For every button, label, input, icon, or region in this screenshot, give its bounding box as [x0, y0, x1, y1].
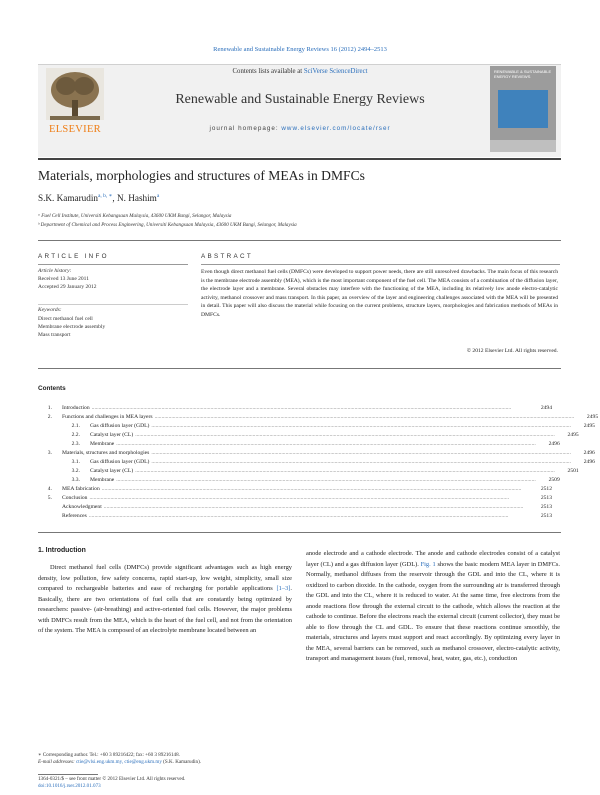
- contents-heading: Contents: [38, 385, 66, 392]
- toc-leader-dots: ............................................................................................................................................................................................................................................................................................................: [91, 405, 512, 411]
- abstract-bottom-divider: [38, 368, 561, 369]
- toc-leader-dots: ............................................................................................................................................................................................................................................................................................................: [151, 423, 571, 429]
- toc-leader-dots: ............................................................................................................................................................................................................................................................................................................: [116, 477, 536, 483]
- author-name[interactable]: N. Hashim: [117, 193, 157, 204]
- article-title: Materials, morphologies and structures of MEAs in DMFCs: [38, 168, 365, 183]
- toc-page-number[interactable]: 2494: [540, 405, 552, 411]
- toc-page-number[interactable]: 2513: [540, 513, 552, 519]
- keyword-item: Membrane electrode assembly: [38, 324, 106, 330]
- citation-link[interactable]: [1–3]: [276, 585, 291, 592]
- affiliation-b: ᵇ Department of Chemical and Process Engineering, Universiti Kebangsaan Malaysia, 43600 UKM Bangi, Selangor, Malaysia: [38, 222, 297, 228]
- toc-page-number[interactable]: 2496: [583, 459, 595, 465]
- body-text: shows the basic modern MEA layer in DMFCs. Normally, methanol diffuses from the reservoir through the GDL and into the CL, where it is oxidized to carbon dioxide. In the cathode, oxygen from the surrounding air is transferred through the GDL and into the CL, where it is reduced to water. At the same time, free electrons from the anode reactions flow through the external circuit to the cathode, which allows the reaction at the cathode to continue. Before the electrons reach the external circuit (current collector), they must be able to flow through the CL and GDL. To ensure that these reactions continue smoothly, the materials, structures and layers must support and react accordingly. By optimizing every layer in the MEA, several barriers can be removed, such as methanol crossover, electro-catalytic activity, transport and management issues (fuel, removal, heat, water, gas, etc.), conduction: [306, 560, 561, 662]
- toc-section-number: 3.3.: [71, 477, 80, 483]
- author-list: [38, 193, 159, 203]
- introduction-heading: 1. Introduction: [38, 547, 86, 554]
- toc-page-number[interactable]: 2501: [567, 468, 579, 474]
- toc-section-number: 4.: [47, 486, 52, 492]
- author-separator: ,: [112, 193, 117, 204]
- toc-section-title[interactable]: Membrane: [90, 441, 115, 447]
- toc-page-number[interactable]: 2509: [548, 477, 560, 483]
- keyword-item: Mass transport: [38, 332, 71, 338]
- affiliation-divider: [38, 240, 561, 241]
- elsevier-wordmark[interactable]: ELSEVIER: [49, 124, 101, 135]
- toc-row[interactable]: [40, 422, 595, 431]
- toc-section-title[interactable]: References: [62, 513, 87, 519]
- toc-page-number[interactable]: 2513: [540, 504, 552, 510]
- toc-page-number[interactable]: 2495: [583, 423, 595, 429]
- toc-section-title[interactable]: Membrane: [90, 477, 115, 483]
- toc-row[interactable]: [40, 476, 560, 485]
- toc-section-title[interactable]: Materials, structures and morphologies: [62, 450, 150, 456]
- toc-row[interactable]: [40, 485, 552, 494]
- toc-leader-dots: ............................................................................................................................................................................................................................................................................................................: [151, 459, 571, 465]
- journal-reference[interactable]: Renewable and Sustainable Energy Reviews 16 (2012) 2494–2513: [213, 46, 387, 53]
- contents-prefix: Contents lists available at: [232, 68, 304, 75]
- toc-section-title[interactable]: Gas diffusion layer (GDL): [90, 423, 150, 429]
- toc-row[interactable]: [40, 458, 595, 467]
- toc-section-title[interactable]: Catalyst layer (CL): [90, 432, 134, 438]
- copyright-notice: © 2012 Elsevier Ltd. All rights reserved.: [466, 348, 558, 354]
- toc-section-title[interactable]: MEA fabrication: [62, 486, 100, 492]
- toc-leader-dots: ............................................................................................................................................................................................................................................................................................................: [88, 513, 509, 519]
- toc-section-number: 3.2.: [71, 468, 80, 474]
- toc-row[interactable]: [40, 512, 552, 521]
- toc-row[interactable]: [40, 431, 579, 440]
- toc-row[interactable]: [40, 467, 579, 476]
- toc-section-title[interactable]: Acknowledgment: [62, 504, 102, 510]
- toc-section-number: 3.: [47, 450, 52, 456]
- toc-leader-dots: ............................................................................................................................................................................................................................................................................................................: [89, 495, 510, 501]
- toc-row[interactable]: [40, 404, 552, 413]
- toc-row[interactable]: [40, 440, 560, 449]
- contents-bottom-divider: [38, 532, 561, 533]
- toc-page-number[interactable]: 2495: [586, 414, 599, 420]
- toc-section-title[interactable]: Introduction: [62, 405, 90, 411]
- homepage-link[interactable]: www.elsevier.com/locate/rser: [281, 125, 391, 132]
- table-of-contents: [40, 404, 599, 521]
- body-text: . Basically, there are two orientations of fuel cells that are constantly being optimized by researchers: passive- (air-breathing) and active-oriented fuel cells. However, the major problems with DMFCs result from the MEA, which is the heart of the fuel cell, and not from the orientation of the system. The MEA is composed of an electrolyte membrane located between an: [38, 585, 292, 634]
- journal-cover-footer: [490, 140, 556, 152]
- article-info-divider: [38, 264, 188, 265]
- email-line: [38, 759, 298, 766]
- body-text: Direct methanol fuel cells (DMFCs) provide significant advantages such as high energy density, low pollution, few safety concerns, rapid start-up, low weight, simplicity, small size compared to rechargeable batteries and ease of recharging for portable applications: [38, 564, 292, 592]
- toc-section-number: 2.1.: [71, 423, 80, 429]
- toc-leader-dots: ............................................................................................................................................................................................................................................................................................................: [151, 450, 571, 456]
- toc-section-title[interactable]: Functions and challenges in MEA layers: [62, 414, 153, 420]
- email-suffix: (S.K. Kamarudin).: [161, 759, 202, 765]
- body-column-right: [306, 549, 560, 665]
- journal-cover-title: RENEWABLE & SUSTAINABLE ENERGY REVIEWS: [494, 69, 552, 79]
- toc-section-title[interactable]: Gas diffusion layer (GDL): [90, 459, 150, 465]
- header-divider: [38, 158, 561, 160]
- homepage-prefix: journal homepage:: [209, 125, 282, 132]
- toc-section-number: 2.3.: [71, 441, 80, 447]
- abstract-heading: ABSTRACT: [201, 253, 253, 260]
- keywords-divider: [38, 304, 188, 305]
- keywords-label: Keywords:: [38, 307, 62, 313]
- toc-row[interactable]: [40, 494, 552, 503]
- email-links[interactable]: ctie@vlsi.eng.ukm.my, ctie@eng.ukm.my: [76, 759, 162, 765]
- author-affiliation-marker[interactable]: a: [156, 193, 160, 199]
- toc-section-title[interactable]: Catalyst layer (CL): [90, 468, 134, 474]
- toc-section-title[interactable]: Conclusion: [62, 495, 88, 501]
- toc-page-number[interactable]: 2495: [567, 432, 579, 438]
- toc-row[interactable]: [40, 413, 599, 422]
- body-column-left: [38, 563, 292, 637]
- elsevier-tree-logo: [40, 64, 110, 149]
- article-info-heading: ARTICLE INFO: [38, 253, 109, 260]
- doi-link[interactable]: doi:10.1016/j.rser.2012.01.073: [38, 783, 101, 789]
- toc-leader-dots: ............................................................................................................................................................................................................................................................................................................: [135, 468, 555, 474]
- author-name[interactable]: S.K. Kamarudin: [38, 193, 98, 204]
- toc-section-number: 1.: [47, 405, 52, 411]
- journal-homepage-line: [110, 125, 490, 132]
- toc-row[interactable]: [40, 503, 552, 512]
- toc-leader-dots: ............................................................................................................................................................................................................................................................................................................: [154, 414, 575, 420]
- received-date: Received 13 June 2011: [38, 276, 89, 282]
- toc-section-number: 2.: [47, 414, 52, 420]
- contents-available-line: [110, 68, 490, 75]
- journal-title: Renewable and Sustainable Energy Reviews: [175, 92, 425, 107]
- body-text: anode electrode and a cathode electrode. The anode and cathode electrodes consist of a catalyst layer (CL) and a gas diffusion layer (GDL).: [306, 550, 560, 568]
- toc-leader-dots: ............................................................................................................................................................................................................................................................................................................: [101, 486, 522, 492]
- toc-page-number[interactable]: 2513: [540, 495, 552, 501]
- figure-link[interactable]: Fig. 1: [420, 560, 436, 568]
- toc-leader-dots: ............................................................................................................................................................................................................................................................................................................: [103, 504, 524, 510]
- author-affiliation-marker[interactable]: a, b, ∗: [97, 193, 113, 199]
- corresponding-author-note: ∗ Corresponding author. Tel.: +60 3 89216422; fax: +60 3 89216148.: [38, 752, 180, 758]
- toc-page-number[interactable]: 2496: [583, 450, 595, 456]
- footnote-rule: [38, 774, 98, 775]
- journal-cover-artwork: [498, 90, 548, 128]
- toc-page-number[interactable]: 2512: [540, 486, 552, 492]
- accepted-date: Accepted 29 January 2012: [38, 284, 97, 290]
- toc-leader-dots: ............................................................................................................................................................................................................................................................................................................: [135, 432, 555, 438]
- toc-page-number[interactable]: 2496: [548, 441, 560, 447]
- keyword-item: Direct methanol fuel cell: [38, 316, 93, 322]
- abstract-text: Even though direct methanol fuel cells (DMFCs) were developed to support power needs, there are still unresolved drawbacks. The main focus of this research is the membrane electrode assembly (MEA), which is the most important component of the fuel cell. The MEA consists of a combination of the diffusion layer, the electrode layer and a membrane. Several obstacles may interfere with the functioning of the MEA, including its relatively low anode electro-catalytic activity, methanol crossover and mass transport. In this paper, an overview of the layer and engineering challenges associated with the MEA will be presented in detail. This paper will also discuss the material while focusing on the current problems, structure layers, morphologies and fabrication methods of MEAs in DMFCs.: [201, 269, 558, 318]
- toc-row[interactable]: [40, 449, 595, 458]
- footnote: [38, 752, 298, 766]
- toc-leader-dots: ............................................................................................................................................................................................................................................................................................................: [116, 441, 536, 447]
- toc-section-number: 5.: [47, 495, 52, 501]
- issn-line: 1364-0321/$ – see front matter © 2012 Elsevier Ltd. All rights reserved.: [38, 776, 186, 782]
- issn-block: [38, 776, 298, 790]
- toc-section-number: 2.2.: [71, 432, 80, 438]
- toc-section-number: 3.1.: [71, 459, 80, 465]
- journal-header-banner: [38, 64, 561, 157]
- sciencedirect-link[interactable]: SciVerse ScienceDirect: [303, 68, 368, 75]
- email-label: E-mail addresses:: [38, 759, 77, 765]
- article-history-label: Article history:: [38, 268, 72, 274]
- abstract-divider: [201, 264, 560, 265]
- affiliation-a: ᵃ Fuel Cell Institute, Universiti Kebangsaan Malaysia, 43600 UKM Bangi, Selangor, Malaysia: [38, 213, 232, 219]
